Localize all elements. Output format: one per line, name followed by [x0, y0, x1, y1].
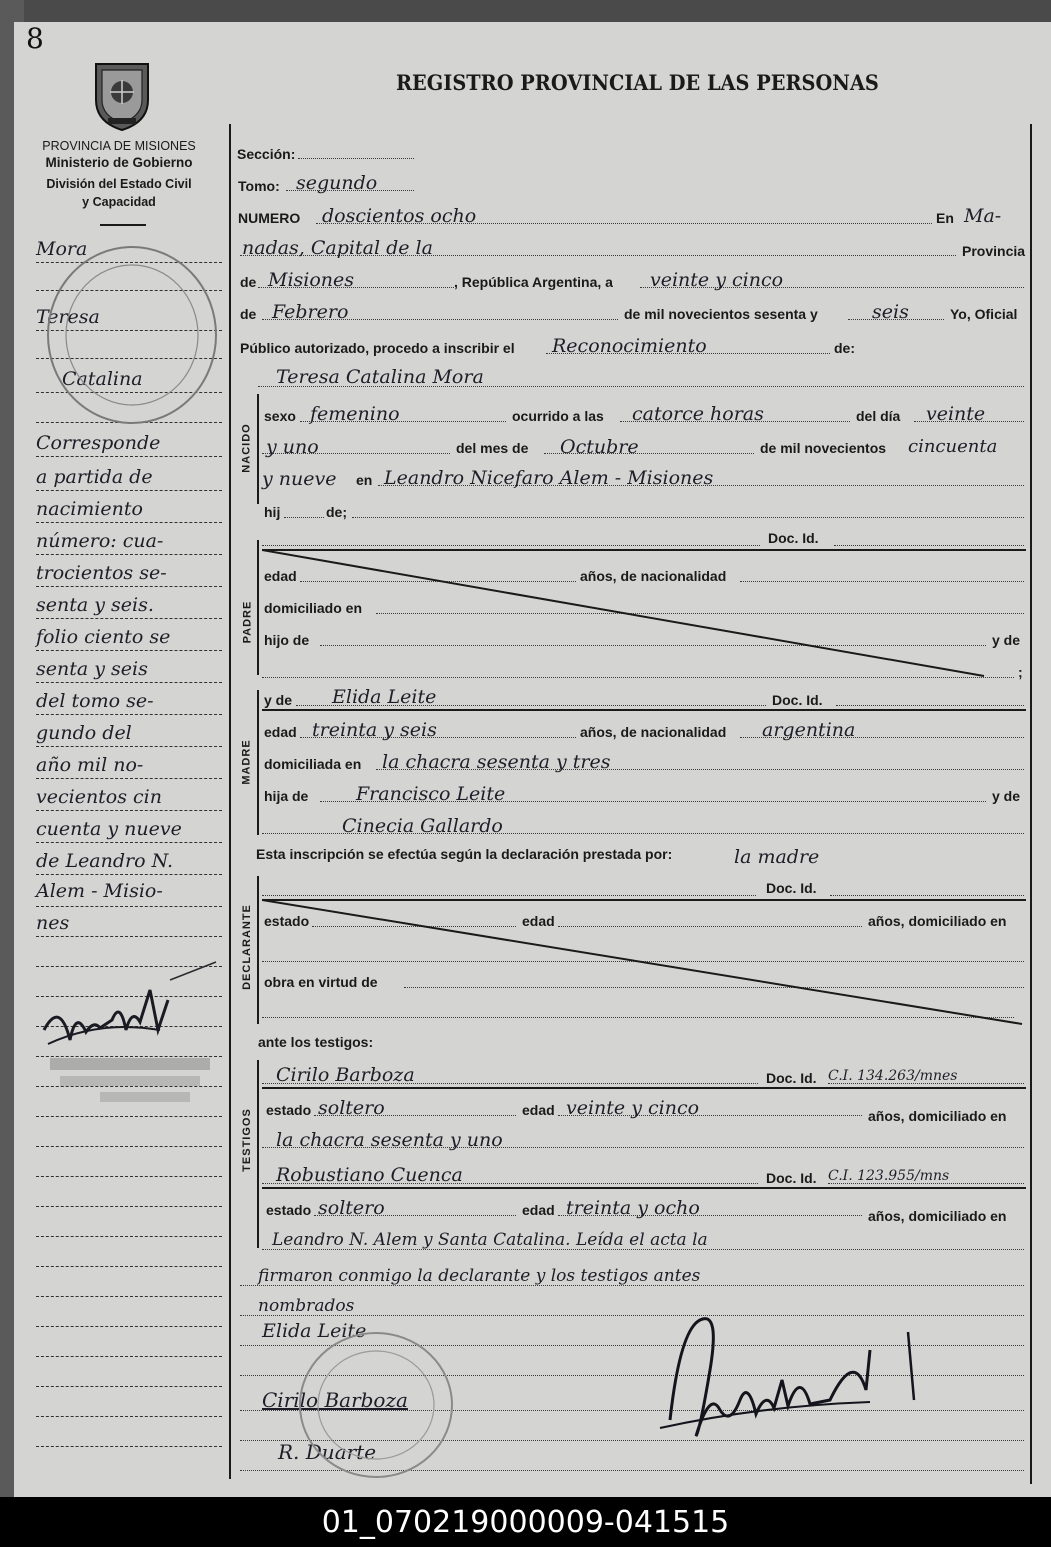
- value-testigo1-doc: C.I. 134.263/mnes: [828, 1068, 958, 1084]
- section-label-padre: PADRE: [241, 600, 254, 644]
- header-divider: [100, 224, 146, 226]
- label-padre-yde: y de: [992, 632, 1021, 648]
- value-place2: nadas, Capital de la: [242, 237, 433, 259]
- margin-line: [36, 1296, 222, 1297]
- margin-line: [36, 1116, 222, 1117]
- signature-madre: Elida Leite: [262, 1320, 367, 1342]
- value-madre-padre: Francisco Leite: [356, 783, 506, 805]
- label-sexo: sexo: [264, 408, 296, 424]
- margin-note: senta y seis: [36, 658, 148, 680]
- value-lugar: Leandro Nicefaro Alem - Misiones: [384, 467, 714, 489]
- margin-note: del tomo se-: [36, 690, 154, 712]
- margin-note: a partida de: [36, 466, 153, 488]
- margin-note: Corresponde: [36, 432, 161, 454]
- margin-line: [36, 1326, 222, 1327]
- scan-footer: [0, 1497, 1051, 1547]
- margin-note: nacimiento: [36, 498, 143, 520]
- margin-line: [36, 746, 222, 747]
- value-mes: Octubre: [560, 436, 639, 458]
- page-number: 8: [26, 22, 44, 55]
- margin-line: [36, 490, 222, 491]
- margin-line: [36, 682, 222, 683]
- margin-line: [36, 618, 222, 619]
- margin-note: gundo del: [36, 722, 132, 744]
- section-label-testigos: TESTIGOS: [241, 1108, 253, 1172]
- margin-note: folio ciento se: [36, 626, 171, 648]
- value-cierre2: nombrados: [258, 1296, 355, 1316]
- faded-stamp-icon: [40, 1052, 220, 1116]
- margin-note: cuenta y nueve: [36, 818, 182, 840]
- margin-line: [36, 1146, 222, 1147]
- value-provincia: Misiones: [268, 269, 355, 291]
- document-title: REGISTRO PROVINCIAL DE LAS PERSONAS: [396, 70, 879, 95]
- value-cierre1: firmaron conmigo la declarante y los testigos antes: [258, 1266, 701, 1286]
- value-dia1: veinte: [926, 403, 986, 425]
- value-testigo2-doc: C.I. 123.955/mns: [828, 1168, 950, 1184]
- label-madre-doc: Doc. Id.: [772, 692, 823, 708]
- margin-line: [36, 1386, 222, 1387]
- margin-signature-icon: [40, 960, 220, 1060]
- value-testigo1-dom: la chacra sesenta y uno: [276, 1129, 503, 1151]
- field-padre-nombre[interactable]: [262, 545, 760, 546]
- official-signature-icon: [640, 1310, 940, 1450]
- margin-note: senta y seis.: [36, 594, 154, 616]
- testigo1-rule: [262, 1087, 1026, 1089]
- label-testigo1-edad: edad: [522, 1102, 555, 1118]
- margin-line: [36, 842, 222, 843]
- label-testigo1-dom: años, domiciliado en: [868, 1108, 1007, 1124]
- value-madre-nombre: Elida Leite: [332, 686, 437, 708]
- label-en: En: [936, 210, 954, 226]
- bracket-padre: [257, 540, 259, 675]
- field-declarante-nombre[interactable]: [262, 895, 756, 896]
- field-padres[interactable]: [352, 517, 1024, 518]
- margin-line: [36, 714, 222, 715]
- field-declarante-doc[interactable]: [830, 895, 1024, 896]
- label-testigo2-dom: años, domiciliado en: [868, 1208, 1007, 1224]
- value-nombre: Teresa Catalina Mora: [276, 366, 484, 388]
- label-republica: , República Argentina, a: [454, 274, 613, 290]
- section-label-nacido: NACIDO: [241, 423, 254, 473]
- value-madre-madre: Cinecia Gallardo: [342, 815, 503, 837]
- value-madre-edad: treinta y seis: [312, 719, 437, 741]
- footer-id: 01_070219000009-041515: [321, 1505, 730, 1540]
- field-madre-doc[interactable]: [836, 705, 1024, 706]
- margin-line: [36, 554, 222, 555]
- margin-line: [36, 1206, 222, 1207]
- value-fecha-dia: veinte y cinco: [650, 269, 784, 291]
- margin-line: [36, 1176, 222, 1177]
- label-numero: NUMERO: [238, 210, 301, 226]
- label-madre-yde: y de: [264, 692, 293, 708]
- label-madre-yde2: y de: [992, 788, 1021, 804]
- margin-line: [36, 586, 222, 587]
- label-tomo: Tomo:: [238, 178, 280, 194]
- label-declarante-dom: años, domiciliado en: [868, 913, 1007, 929]
- header-province: PROVINCIA DE MISIONES: [42, 139, 196, 153]
- bracket-testigos: [257, 1060, 259, 1248]
- label-padre-semicolon: ;: [1018, 664, 1023, 680]
- label-provincia: Provincia: [962, 243, 1026, 259]
- label-de4: de;: [326, 504, 347, 520]
- label-publico: Público autorizado, procedo a inscribir el: [240, 340, 515, 356]
- label-padre-edad: edad: [264, 568, 297, 584]
- coat-of-arms-icon: [90, 56, 154, 132]
- label-mil: de mil novecientos sesenta y: [624, 306, 818, 322]
- margin-line: [36, 874, 222, 875]
- margin-line: [36, 522, 222, 523]
- right-border: [1030, 124, 1032, 1484]
- value-testigo1-estado: soltero: [318, 1097, 385, 1119]
- label-madre-hija: hija de: [264, 788, 309, 804]
- section-label-madre: MADRE: [241, 739, 253, 785]
- bracket-madre: [257, 690, 259, 835]
- label-padre-nac: años, de nacionalidad: [580, 568, 727, 584]
- margin-note-name2: Catalina: [62, 368, 143, 390]
- label-testigo2-estado: estado: [266, 1202, 312, 1218]
- margin-line: [36, 810, 222, 811]
- label-padre-hijo: hijo de: [264, 632, 310, 648]
- label-del-mes: del mes de: [456, 440, 529, 456]
- value-testigo2-edad: treinta y ocho: [566, 1197, 700, 1219]
- official-stamp-icon: [44, 242, 220, 428]
- margin-note-surname: Mora: [36, 238, 88, 260]
- label-de: de: [240, 274, 257, 290]
- label-madre-edad: edad: [264, 724, 297, 740]
- signature-testigo2: R. Duarte: [278, 1440, 377, 1464]
- testigo2-rule: [262, 1187, 1026, 1189]
- label-seccion: Sección:: [237, 146, 296, 162]
- label-hij: hij: [264, 504, 281, 520]
- header-capacity: y Capacidad: [82, 195, 156, 209]
- value-anio-nac1: cincuenta: [908, 436, 998, 457]
- value-tomo: segundo: [296, 172, 378, 194]
- margin-line: [36, 906, 222, 907]
- value-madre-dom: la chacra sesenta y tres: [382, 751, 611, 773]
- label-inscripcion: Esta inscripción se efectúa según la declaración prestada por:: [256, 846, 673, 862]
- label-declarante-obra: obra en virtud de: [264, 974, 378, 990]
- padre-cancel-line: [262, 550, 1022, 680]
- value-anio-nac2: y nueve: [262, 468, 337, 490]
- signature-testigo1: Cirilo Barboza: [262, 1388, 408, 1412]
- label-madre-dom: domiciliada en: [264, 756, 362, 772]
- margin-note: Alem - Misio-: [36, 880, 163, 902]
- margin-note: trocientos se-: [36, 562, 167, 584]
- label-padre-doc: Doc. Id.: [768, 530, 819, 546]
- margin-line: [36, 456, 222, 457]
- margin-line: [36, 936, 222, 937]
- closing-stamp-icon: [296, 1330, 456, 1480]
- value-place1: Ma-: [964, 205, 1002, 227]
- header-division: División del Estado Civil: [46, 177, 192, 191]
- value-acto: Reconocimiento: [552, 335, 707, 357]
- label-testigo2-edad: edad: [522, 1202, 555, 1218]
- label-ocurrido: ocurrido a las: [512, 408, 604, 424]
- label-yo: Yo, Oficial: [950, 306, 1018, 322]
- margin-note-name1: Teresa: [36, 306, 100, 328]
- label-en2: en: [356, 472, 373, 488]
- margin-line: [36, 778, 222, 779]
- value-testigo2-estado: soltero: [318, 1197, 385, 1219]
- value-declaracion: la madre: [734, 846, 820, 868]
- madre-rule: [262, 709, 1026, 711]
- margin-note: de Leandro N.: [36, 850, 174, 872]
- label-padre-dom: domiciliado en: [264, 600, 363, 616]
- value-anio: seis: [872, 301, 909, 323]
- field-hij[interactable]: [284, 517, 324, 518]
- margin-line: [36, 1446, 222, 1447]
- margin-line: [36, 1266, 222, 1267]
- field-padre-doc[interactable]: [834, 545, 1024, 546]
- value-testigo2-nombre: Robustiano Cuenca: [276, 1164, 463, 1186]
- value-testigo2-dom: Leandro N. Alem y Santa Catalina. Leída el acta la: [272, 1230, 708, 1250]
- value-numero: doscientos ocho: [322, 205, 477, 227]
- label-madre-nac: años, de nacionalidad: [580, 724, 727, 740]
- header-ministry: Ministerio de Gobierno: [45, 155, 193, 170]
- margin-note: año mil no-: [36, 754, 144, 776]
- value-sexo: femenino: [310, 403, 400, 425]
- margin-note: vecientos cin: [36, 786, 162, 808]
- value-testigo1-edad: veinte y cinco: [566, 1097, 700, 1119]
- value-fecha-mes: Febrero: [272, 301, 349, 323]
- value-dia2: y uno: [266, 436, 319, 458]
- label-testigo1-estado: estado: [266, 1102, 312, 1118]
- bracket-declarante: [257, 876, 259, 1024]
- label-de2: de: [240, 306, 257, 322]
- bracket-nacido: [257, 394, 259, 504]
- margin-divider: [229, 124, 231, 1479]
- margin-line: [36, 1416, 222, 1417]
- label-de3: de:: [834, 340, 855, 356]
- label-declarante-edad: edad: [522, 913, 555, 929]
- margin-line: [36, 1356, 222, 1357]
- margin-note: nes: [36, 912, 70, 934]
- value-hora: catorce horas: [632, 403, 764, 425]
- value-testigo1-nombre: Cirilo Barboza: [276, 1064, 415, 1086]
- label-testigo1-doc: Doc. Id.: [766, 1070, 817, 1086]
- field-seccion[interactable]: [298, 158, 414, 159]
- label-del-dia: del día: [856, 408, 901, 424]
- section-label-declarante: DECLARANTE: [241, 904, 253, 990]
- declarante-cancel-line: [262, 900, 1026, 1030]
- margin-note: número: cua-: [36, 530, 164, 552]
- label-testigo2-doc: Doc. Id.: [766, 1170, 817, 1186]
- label-mil-cin: de mil novecientos: [760, 440, 887, 456]
- value-madre-nac: argentina: [762, 719, 856, 741]
- label-declarante-doc: Doc. Id.: [766, 880, 817, 896]
- margin-line: [36, 1236, 222, 1237]
- label-declarante-estado: estado: [264, 913, 310, 929]
- margin-line: [36, 650, 222, 651]
- label-ante: ante los testigos:: [258, 1034, 374, 1050]
